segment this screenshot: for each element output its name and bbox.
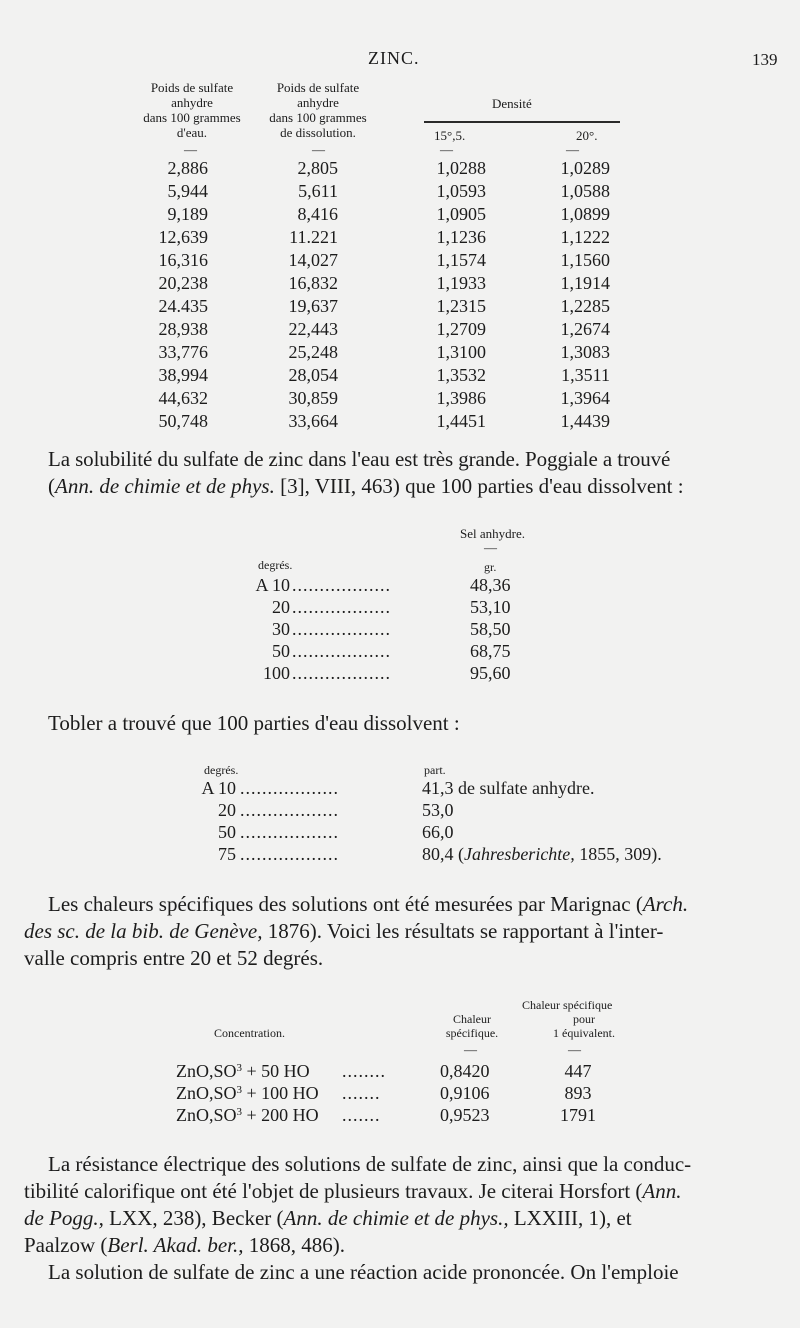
- tobler-row-source: 80,4 (Jahresberichte, 1855, 309).: [422, 844, 662, 864]
- heat-equiv: 447 893 1791: [560, 1061, 596, 1125]
- para3-line2: tibilité calorifique ont été l'objet de plusieurs travaux. Je citerai Horsfort (Ann.: [24, 1179, 682, 1203]
- para1-line2: (Ann. de chimie et de phys. [3], VIII, 463) que 100 parties d'eau dissolvent :: [48, 474, 684, 498]
- para2-line1: Les chaleurs spécifiques des solutions ont été mesurées par Marignac (Arch.: [48, 892, 689, 916]
- header-density: Densité: [492, 96, 532, 111]
- heat-row-formula: $ZnO,SO^3 + 50$ HO: [176, 1061, 310, 1081]
- heat-row-formula: $ZnO,SO^3 + 200$ HO: [176, 1105, 319, 1125]
- poggiale-values: 48,36 53,10 58,50 68,75 95,60: [470, 575, 511, 683]
- heat-h-equiv-0: Chaleur spécifique: [522, 998, 613, 1012]
- poggiale-leaders: .................. .................. .................. .................. ..................: [292, 575, 391, 683]
- density-col3: 1,0288 1,0593 1,0905 1,1236 1,1574 1,1933 1,2315 1,2709 1,3100 1,3532 1,3986 1,4451: [436, 158, 486, 431]
- header-col2: Poids de sulfate anhydre dans 100 grammes de dissolution.: [269, 80, 367, 140]
- heat-formulas: [176, 1060, 319, 1126]
- heat-h-equiv-rest: pour 1 équivalent.: [553, 1012, 615, 1040]
- density-col2: 2,805 5,611 8,416 11.221 14,027 16,832 19,637 22,443 25,248 28,054 30,859 33,664: [288, 158, 338, 431]
- page-number: 139: [752, 50, 778, 69]
- para1-line1: La solubilité du sulfate de zinc dans l'eau est très grande. Poggiale a trouvé: [48, 447, 671, 471]
- heat-row-formula: $ZnO,SO^3 + 100$ HO: [176, 1083, 319, 1103]
- tobler-values: 41,3 de sulfate anhydre. 53,0 66,0 80,4 (Jahresberichte, 1855, 309).: [422, 778, 662, 864]
- heat-leaders: ........ ....... .......: [342, 1061, 386, 1125]
- poggiale-dash: —: [484, 540, 497, 555]
- dash-col3: —: [440, 142, 453, 157]
- para3-line3: de Pogg., LXX, 238), Becker (Ann. de chimie et de phys., LXXIII, 1), et: [24, 1206, 632, 1230]
- heat-values: 0,8420 0,9106 0,9523: [440, 1061, 490, 1125]
- header-col4: 20°.: [576, 128, 598, 143]
- tobler-unit-right: part.: [424, 763, 446, 777]
- poggiale-temps: A 10 20 30 50 100: [255, 575, 290, 683]
- para3-line4: Paalzow (Berl. Akad. ber., 1868, 486).: [24, 1233, 345, 1257]
- tobler-intro: Tobler a trouvé que 100 parties d'eau dissolvent :: [48, 711, 460, 735]
- density-col4: 1,0289 1,0588 1,0899 1,1222 1,1560 1,1914 1,2285 1,2674 1,3083 1,3511 1,3964 1,4439: [560, 158, 610, 431]
- tobler-leaders: .................. .................. .................. ..................: [240, 778, 339, 864]
- tobler-unit-left: degrés.: [204, 763, 239, 777]
- running-title: ZINC.: [368, 48, 420, 68]
- poggiale-header: Sel anhydre.: [460, 526, 525, 541]
- para4-line1: La solution de sulfate de zinc a une réaction acide prononcée. On l'emploie: [48, 1260, 679, 1284]
- dash-col1: —: [184, 142, 197, 157]
- header-col1: Poids de sulfate anhydre dans 100 grammes d'eau.: [143, 80, 241, 140]
- para3-line1: La résistance électrique des solutions de sulfate de zinc, ainsi que la conduc-: [48, 1152, 692, 1176]
- poggiale-unit-left: degrés.: [258, 558, 293, 572]
- density-col1: 2,886 5,944 9,189 12,639 16,316 20,238 24.435 28,938 33,776 38,994 44,632 50,748: [158, 158, 208, 431]
- heat-h-conc: Concentration.: [214, 1026, 285, 1040]
- heat-dash-1: —: [464, 1042, 477, 1057]
- para2-line3: valle compris entre 20 et 52 degrés.: [24, 946, 324, 970]
- header-col3: 15°,5.: [434, 128, 466, 143]
- dash-col2: —: [312, 142, 325, 157]
- heat-h-heat: Chaleur spécifique.: [445, 1012, 499, 1040]
- poggiale-unit-right: gr.: [484, 560, 497, 574]
- tobler-temps: A 10 20 50 75: [201, 778, 236, 864]
- heat-dash-2: —: [568, 1042, 581, 1057]
- dash-col4: —: [566, 142, 579, 157]
- para2-line2: des sc. de la bib. de Genève, 1876). Voici les résultats se rapportant à l'inter-: [24, 919, 664, 943]
- header-brace-line: [424, 121, 620, 123]
